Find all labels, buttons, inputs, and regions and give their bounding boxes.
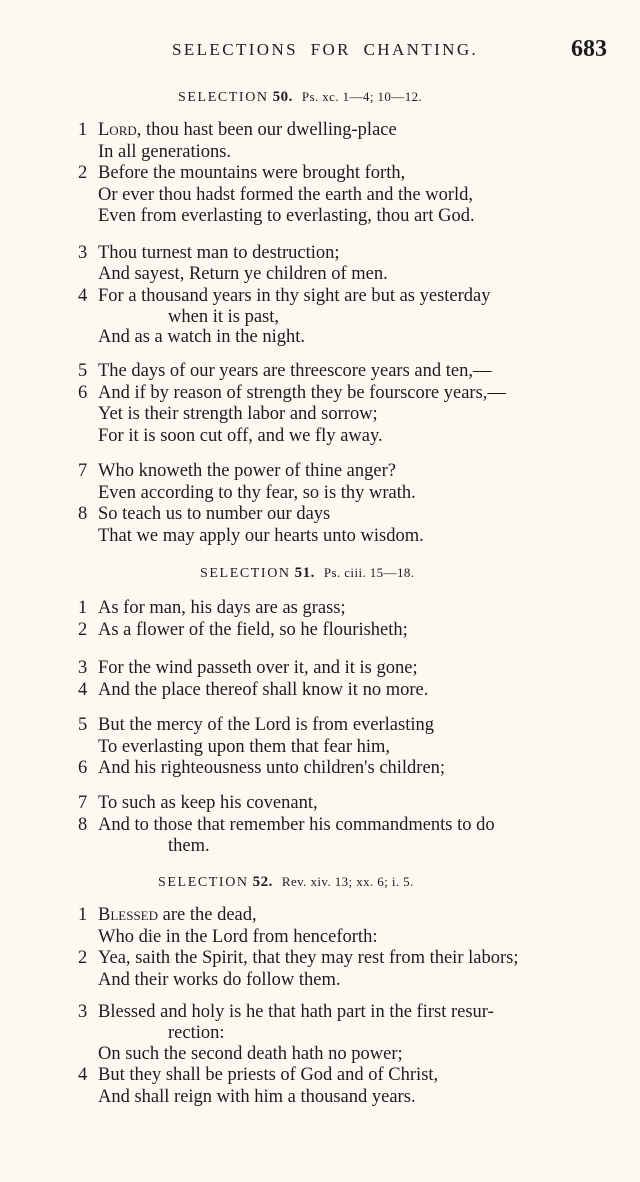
verse-text: And sayest, Return ye children of men. (98, 264, 388, 284)
verse-number: 1 (78, 905, 88, 925)
small-caps-word: Blessed (98, 905, 159, 925)
verse-line (98, 1001, 494, 1023)
verse-number: 2 (78, 163, 88, 183)
verse-text: them. (168, 836, 210, 856)
verse-text: That we may apply our hearts unto wisdom. (98, 526, 424, 546)
verse-text: Who die in the Lord from henceforth: (98, 927, 378, 947)
verse-text: And to those that remember his commandments to do (98, 815, 495, 835)
verse-line (98, 714, 434, 736)
verse-line (98, 285, 491, 307)
selection-number: 52. (252, 874, 273, 890)
verse-line (98, 141, 231, 163)
verse-line (98, 360, 491, 382)
verse-text: In all generations. (98, 142, 232, 162)
verse-text: And their works do follow them. (98, 970, 341, 990)
verse-number: 1 (78, 598, 88, 618)
verse-text: Yea, saith the Spirit, that they may rest from their labors; (98, 948, 519, 968)
verse-line (98, 597, 346, 619)
verse-number: 4 (78, 1065, 88, 1085)
verse-number: 4 (78, 286, 88, 306)
verse-text: As for man, his days are as grass; (98, 598, 346, 618)
verse-text: rection: (168, 1023, 225, 1043)
verse-number: 2 (78, 620, 88, 640)
verse-text: And as a watch in the night. (98, 327, 306, 347)
verse-number: 8 (78, 815, 88, 835)
verse-line (98, 503, 330, 525)
selection-heading (158, 874, 414, 891)
verse-line (98, 460, 396, 482)
verse-text: thou hast been our dwelling-place (141, 120, 397, 140)
verse-number: 6 (78, 758, 88, 778)
verse-line (98, 679, 428, 701)
verse-text: To everlasting upon them that fear him, (98, 737, 391, 757)
verse-text: Yet is their strength labor and sorrow; (98, 404, 378, 424)
scripture-reference: Ps. ciii. 15—18. (323, 565, 415, 580)
selection-heading (178, 89, 422, 106)
verse-text: And if by reason of strength they be fourscore years,— (98, 383, 506, 403)
verse-line (98, 403, 378, 425)
selection-number: 51. (294, 565, 315, 581)
verse-line (98, 926, 377, 948)
selection-label: SELECTION (158, 875, 249, 890)
verse-text: Thou turnest man to destruction; (98, 243, 340, 263)
selection-number: 50. (272, 89, 293, 105)
verse-line (98, 1043, 403, 1065)
selection-label: SELECTION (200, 566, 291, 581)
verse-number: 7 (78, 793, 88, 813)
verse-text: And shall reign with him a thousand years. (98, 1087, 416, 1107)
verse-number: 1 (78, 120, 88, 140)
verse-text: Or ever thou hadst formed the earth and the world, (98, 185, 474, 205)
verse-text: are the dead, (158, 905, 257, 925)
verse-text: Who knoweth the power of thine anger? (98, 461, 396, 481)
verse-line (98, 657, 418, 679)
verse-text: To such as keep his covenant, (98, 793, 318, 813)
verse-line (98, 162, 405, 184)
verse-text: And his righteousness unto children's children; (98, 758, 446, 778)
verse-line (98, 184, 473, 206)
verse-number: 2 (78, 948, 88, 968)
small-caps-word: Lord, (98, 120, 142, 140)
verse-text: Even from everlasting to everlasting, thou art God. (98, 206, 475, 226)
verse-line (98, 814, 495, 836)
verse-text: Even according to thy fear, so is thy wrath. (98, 483, 416, 503)
verse-number: 3 (78, 1002, 88, 1022)
verse-number: 3 (78, 243, 88, 263)
verse-line (98, 947, 518, 969)
verse-line (98, 326, 305, 348)
verse-text: So teach us to number our days (98, 504, 331, 524)
verse-text: The days of our years are threescore years and ten,— (98, 361, 492, 381)
verse-number: 3 (78, 658, 88, 678)
page-number: 683 (571, 36, 607, 62)
verse-text: As a flower of the field, so he flourisheth; (98, 620, 408, 640)
scripture-reference: Rev. xiv. 13; xx. 6; i. 5. (281, 874, 414, 889)
verse-text: Blessed and holy is he that hath part in the first resur- (98, 1002, 494, 1022)
verse-line (98, 1064, 438, 1086)
verse-number: 6 (78, 383, 88, 403)
verse-number: 5 (78, 361, 88, 381)
verse-line (98, 482, 416, 504)
verse-line (168, 1022, 225, 1044)
verse-number: 4 (78, 680, 88, 700)
verse-text: For the wind passeth over it, and it is gone; (98, 658, 418, 678)
verse-line (98, 525, 424, 547)
running-head: SELECTIONS FOR CHANTING. (172, 40, 479, 59)
scripture-reference: Ps. xc. 1—4; 10—12. (301, 89, 423, 104)
verse-number: 5 (78, 715, 88, 735)
verse-line (98, 205, 475, 227)
verse-line (98, 619, 408, 641)
verse-line (98, 1086, 416, 1108)
verse-text: But the mercy of the Lord is from everlasting (98, 715, 434, 735)
verse-text: On such the second death hath no power; (98, 1044, 403, 1064)
verse-line (98, 425, 383, 447)
verse-text: But they shall be priests of God and of Christ, (98, 1065, 439, 1085)
verse-text: when it is past, (168, 307, 279, 327)
verse-text: For a thousand years in thy sight are but as yesterday (98, 286, 491, 306)
selection-label: SELECTION (178, 90, 269, 105)
verse-number: 8 (78, 504, 88, 524)
verse-text: And the place thereof shall know it no more. (98, 680, 429, 700)
verse-text: For it is soon cut off, and we fly away. (98, 426, 383, 446)
verse-line (98, 119, 397, 141)
verse-line (98, 792, 318, 814)
verse-line (98, 382, 506, 404)
verse-line (98, 242, 340, 264)
verse-text: Before the mountains were brought forth, (98, 163, 406, 183)
verse-number: 7 (78, 461, 88, 481)
verse-line (98, 904, 257, 926)
selection-heading (200, 565, 414, 582)
verse-line (98, 757, 445, 779)
verse-line (98, 969, 341, 991)
verse-line (98, 736, 390, 758)
verse-line (168, 306, 279, 328)
verse-line (98, 263, 388, 285)
verse-line (168, 835, 210, 857)
